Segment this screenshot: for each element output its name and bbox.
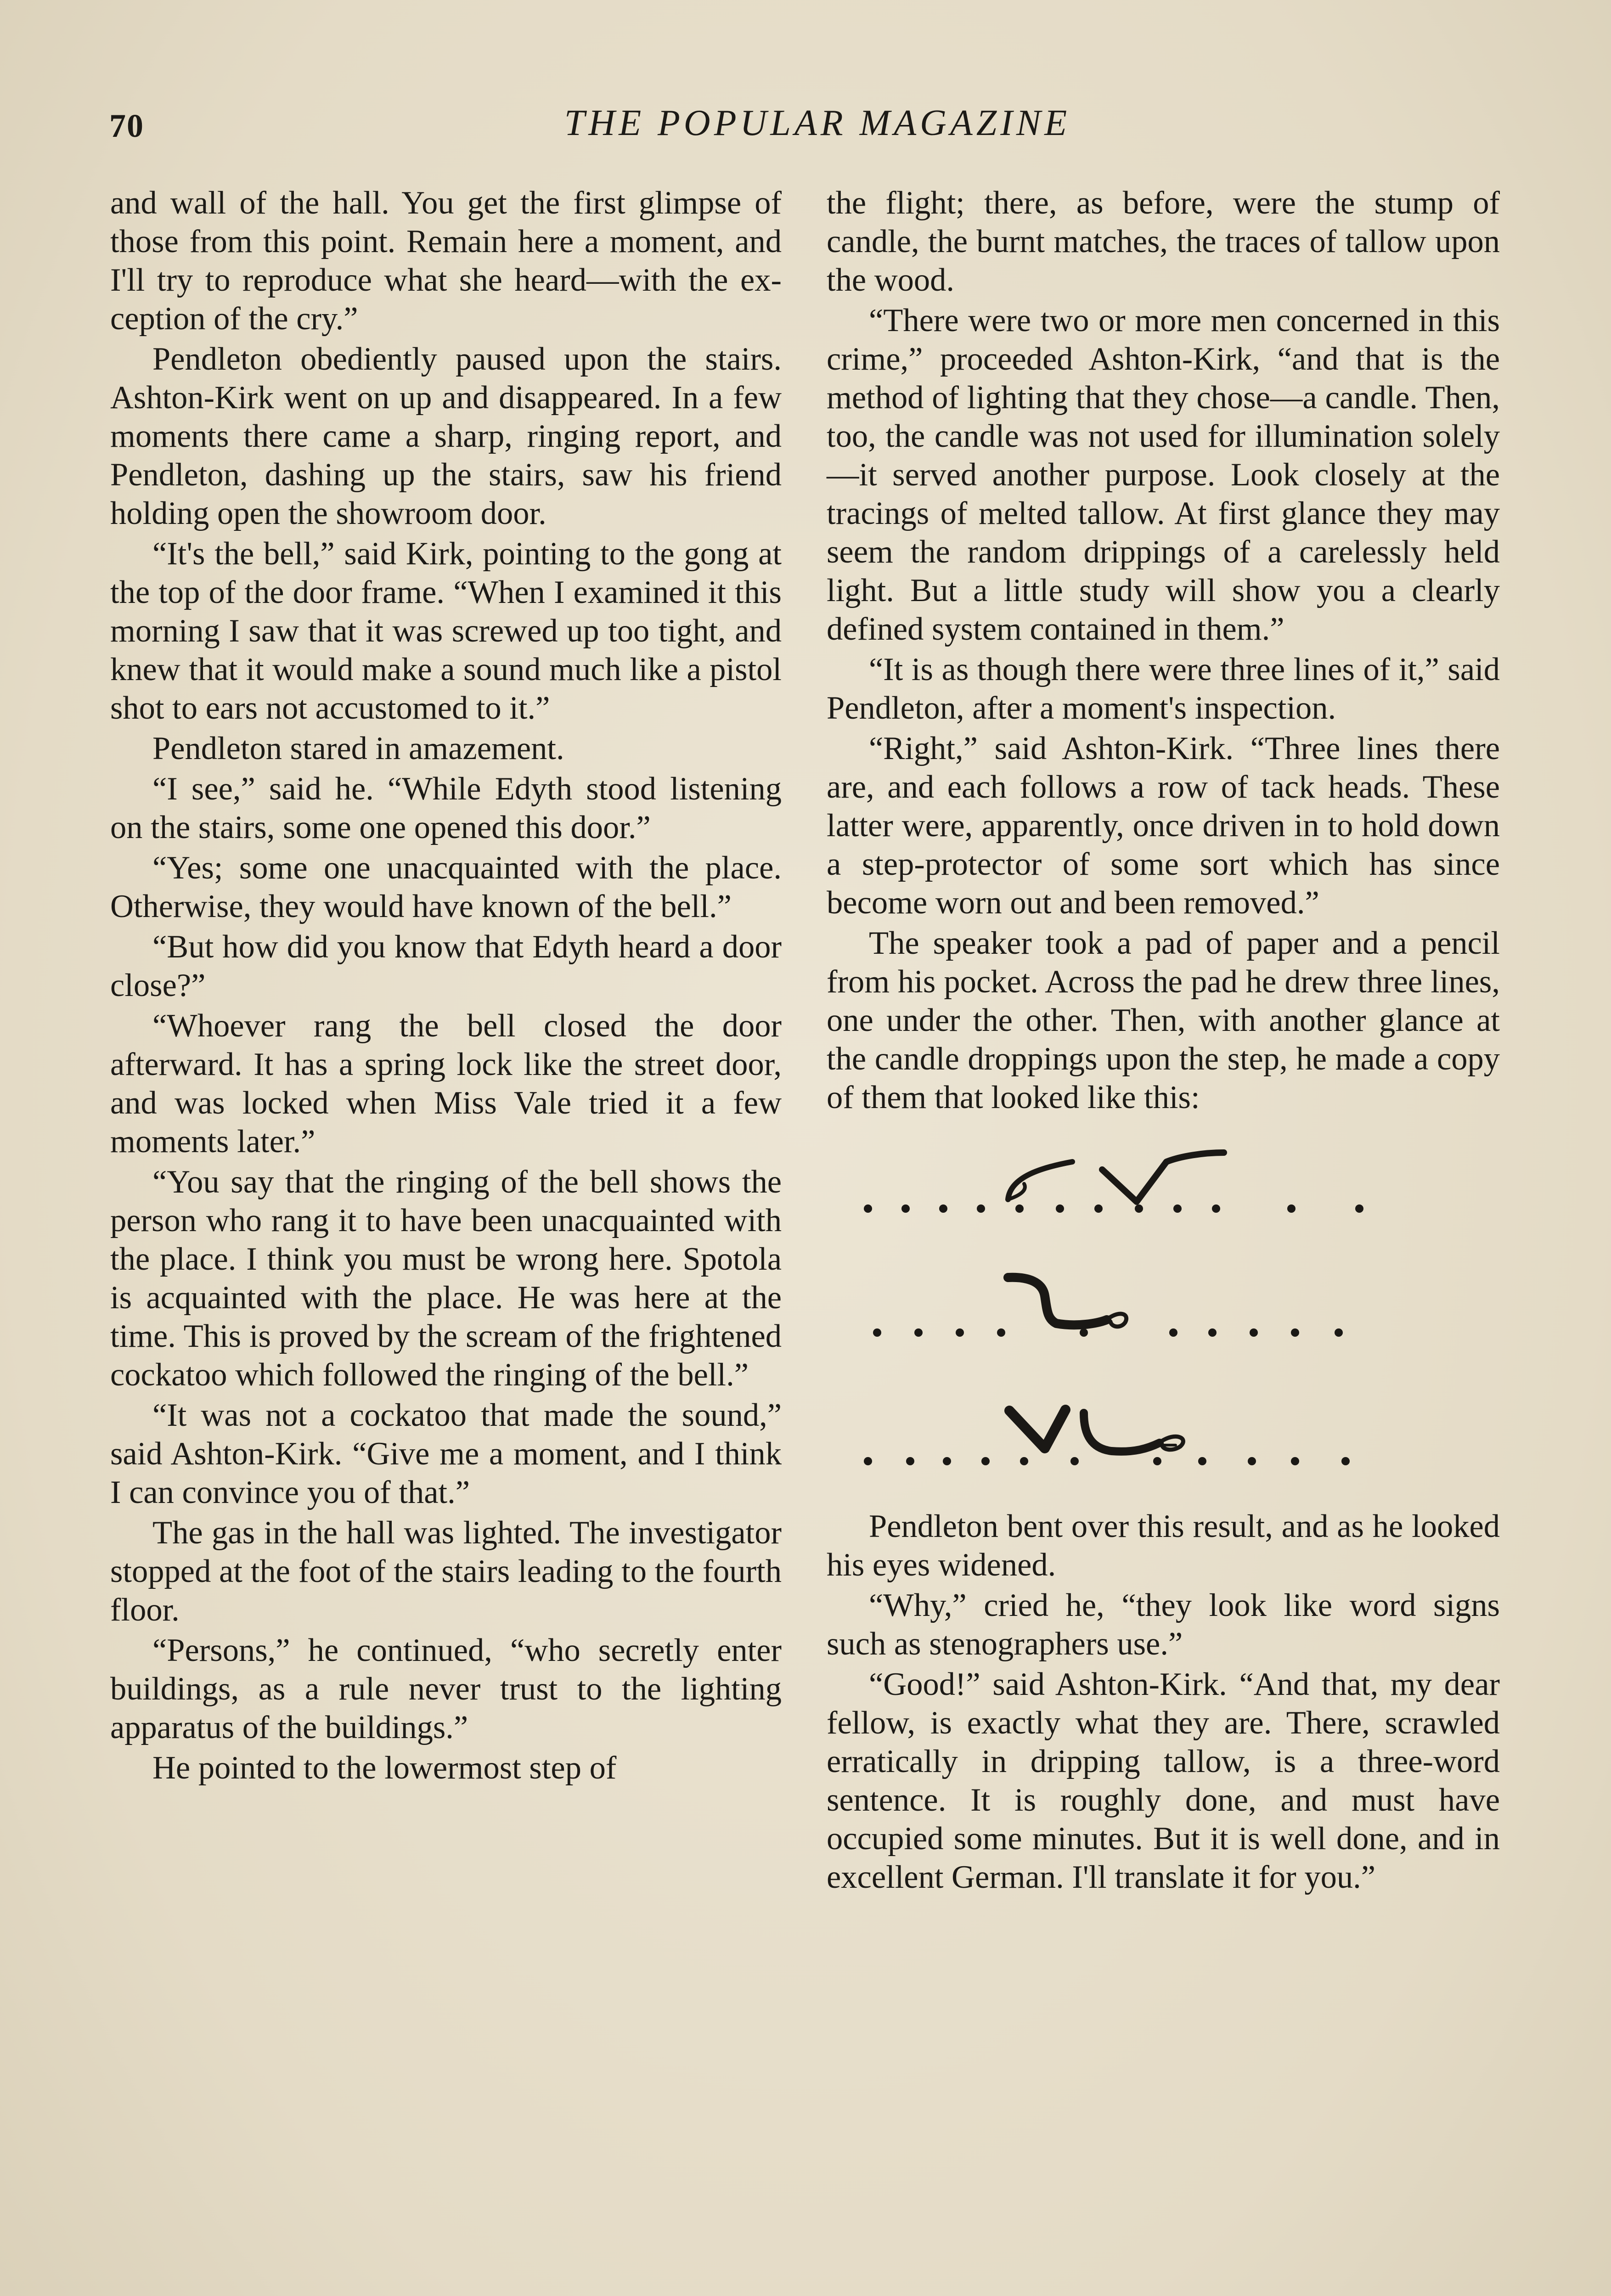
paragraph: “It is as though there were three lines of it,” said Pendleton, after a moment's inspection. (827, 652, 1500, 726)
paragraph: “You say that the ringing of the bell shows the person who rang it to have been unacquainted with the place. I think you must be wrong here. Spotola is acquainted with the place. He was here at the time. This is proved by the scream of the frightened cockatoo which followed the ringing of the bell.” (110, 1164, 782, 1393)
paragraph: “Yes; some one unacquainted with the place. Otherwise, they would have known of the bell.” (110, 850, 782, 924)
paragraph: and wall of the hall. You get the first glimpse of those from this point. Remain here a moment, and I'll try to reproduce what she heard—with the exception of the cry.” (110, 185, 782, 337)
page-header (0, 99, 1611, 149)
running-head: THE POPULAR MAGAZINE (564, 103, 1071, 143)
paragraph: “It was not a cockatoo that made the sound,” said Ashton-Kirk. “Give me a moment, and I think I can convince you of that.” (110, 1397, 782, 1510)
paragraph: “I see,” said he. “While Edyth stood listening on the stairs, some one opened this door.” (110, 771, 782, 845)
shorthand-figure (827, 1131, 1500, 1489)
paragraph: Pendleton stared in amazement. (152, 731, 564, 766)
paragraph: “Why,” cried he, “they look like word signs such as stenographers use.” (827, 1587, 1500, 1662)
paragraph: “There were two or more men concerned in this crime,” proceeded Ashton-Kirk, “and that is the method of lighting that they chose—a candle. Then, too, the candle was not used for illumination solely—it served another purpose. Look closely at the tracings of melted tallow. At first glance they may seem the random drippings of a carelessly held light. But a little study will show you a clearly defined system contained in them.” (827, 303, 1500, 647)
paragraph: Pendleton bent over this result, and as he looked his eyes widened. (827, 1508, 1500, 1583)
paragraph: “Right,” said Ashton-Kirk. “Three lines there are, and each follows a row of tack heads. These latter were, apparently, once driven in to hold down a step-protector of some sort which has since become worn out and been removed.” (827, 731, 1500, 921)
paragraph: “Persons,” he continued, “who secretly enter buildings, as a rule never trust to the lighting apparatus of the buildings.” (110, 1632, 782, 1745)
paragraph: Pendleton obediently paused upon the stairs. Ashton-Kirk went on up and disappeared. In a few moments there came a sharp, ringing report, and Pendleton, dashing up the stairs, saw his friend holding open the showroom door. (110, 341, 782, 531)
paragraph: the flight; there, as before, were the stump of candle, the burnt matches, the traces of tallow upon the wood. (827, 185, 1500, 298)
paragraph: He pointed to the lowermost step of (152, 1750, 617, 1786)
paragraph: The gas in the hall was lighted. The investigator stopped at the foot of the stairs leading to the fourth floor. (110, 1515, 782, 1628)
paragraph: “Whoever rang the bell closed the door afterward. It has a spring lock like the street door, and was locked when Miss Vale tried it a few moments later.” (110, 1008, 782, 1159)
paragraph: “But how did you know that Edyth heard a door close?” (110, 929, 782, 1003)
paragraph: “Good!” said Ashton-Kirk. “And that, my dear fellow, is exactly what they are. There, scrawled erratically in dripping tallow, is a three-word sentence. It is roughly done, and must have occupied some minutes. But it is well done, and in excellent German. I'll translate it for you.” (827, 1666, 1500, 1895)
right-column (827, 184, 1500, 1898)
paragraph: The speaker took a pad of paper and a pencil from his pocket. Across the pad he drew three lines, one under the other. Then, with another glance at the candle droppings upon the step, he made a copy of them that looked like this: (827, 925, 1500, 1115)
shorthand-tallow-drawing-icon (827, 1131, 1500, 1489)
page-number: 70 (109, 107, 144, 144)
left-column (110, 184, 782, 1789)
paragraph: “It's the bell,” said Kirk, pointing to the gong at the top of the door frame. “When I examined it this morning I saw that it was screwed up too tight, and knew that it would make a sound much like a pistol shot to ears not accustomed to it.” (110, 536, 782, 726)
